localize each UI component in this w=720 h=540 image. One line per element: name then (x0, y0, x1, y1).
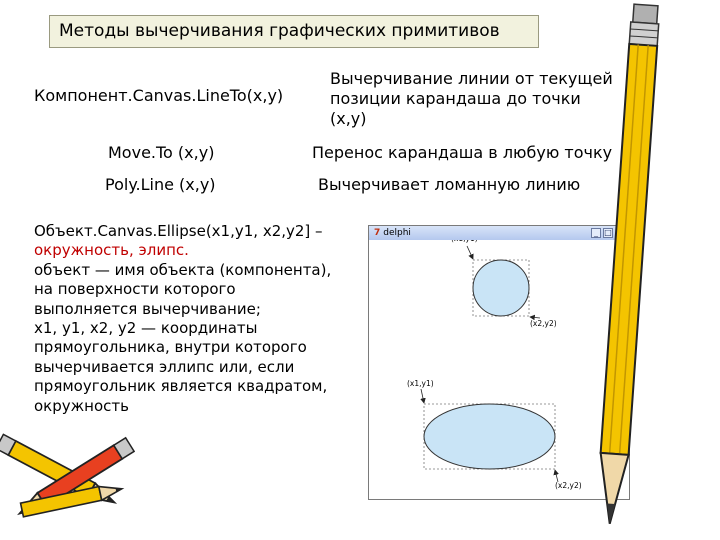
window-title (374, 226, 411, 240)
form-canvas (369, 226, 629, 499)
ellipse-desc-line: окружность (34, 396, 129, 415)
ellipse-desc-line: объект — имя объекта (компонента), (34, 260, 332, 279)
delphi-window (368, 225, 630, 500)
method-lineto-desc-line: позиции карандаша до точки (330, 89, 581, 108)
crossed-pencils-icon (0, 418, 135, 538)
ellipse-highlight: окружность, элипс. (34, 241, 189, 260)
ellipse-top-label: (x1,y1) (407, 379, 434, 388)
circle-shape (473, 260, 529, 316)
ellipse-shape (424, 404, 555, 469)
ellipse-lead: Объект.Canvas.Ellipse(x1,y1, x2,y2] – (34, 222, 323, 240)
method-lineto-name: Компонент.Canvas.LineTo(x,y) (34, 86, 284, 105)
pencil-icon (596, 0, 702, 540)
method-moveto-name: Move.To (x,y) (108, 143, 215, 162)
ellipse-desc-line: выполняется вычерчивание; (34, 299, 261, 318)
ellipse-bottom-label: (x2,y2) (555, 481, 582, 490)
ellipse-desc-line: вычерчивается эллипс или, если (34, 357, 295, 376)
ellipse-desc-line: прямоугольника, внутри которого (34, 338, 307, 357)
circle-bottom-label: (x2,y2) (530, 319, 557, 328)
method-lineto-desc-line: (x,y) (330, 109, 367, 128)
minimize-icon[interactable]: _ (591, 228, 601, 238)
ellipse-desc-line: прямоугольник является квадратом, (34, 377, 328, 396)
method-lineto-desc-line: Вычерчивание линии от текущей (330, 69, 613, 88)
method-moveto-description: Перенос карандаша в любую точку (312, 143, 613, 162)
window-title-text: delphi (383, 228, 411, 238)
circle-top-arrow (467, 246, 473, 259)
window-titlebar[interactable] (369, 226, 629, 240)
method-polyline-description: Вычерчивает ломанную линию (318, 175, 581, 194)
slide-title: Методы вычерчивания графических примитивов (49, 15, 539, 48)
method-lineto-description (330, 69, 613, 129)
method-polyline-name: Poly.Line (x,y) (105, 175, 216, 194)
maximize-icon[interactable]: □ (604, 228, 612, 237)
ellipse-top-arrow (421, 389, 424, 403)
ellipse-desc-line: на поверхности которого (34, 280, 236, 299)
ellipse-desc-line: x1, y1, x2, y2 — координаты (34, 319, 258, 338)
circle-bottom-arrow (530, 317, 540, 318)
delphi-app-icon: 7 (374, 228, 381, 238)
ellipse-description (34, 222, 364, 416)
